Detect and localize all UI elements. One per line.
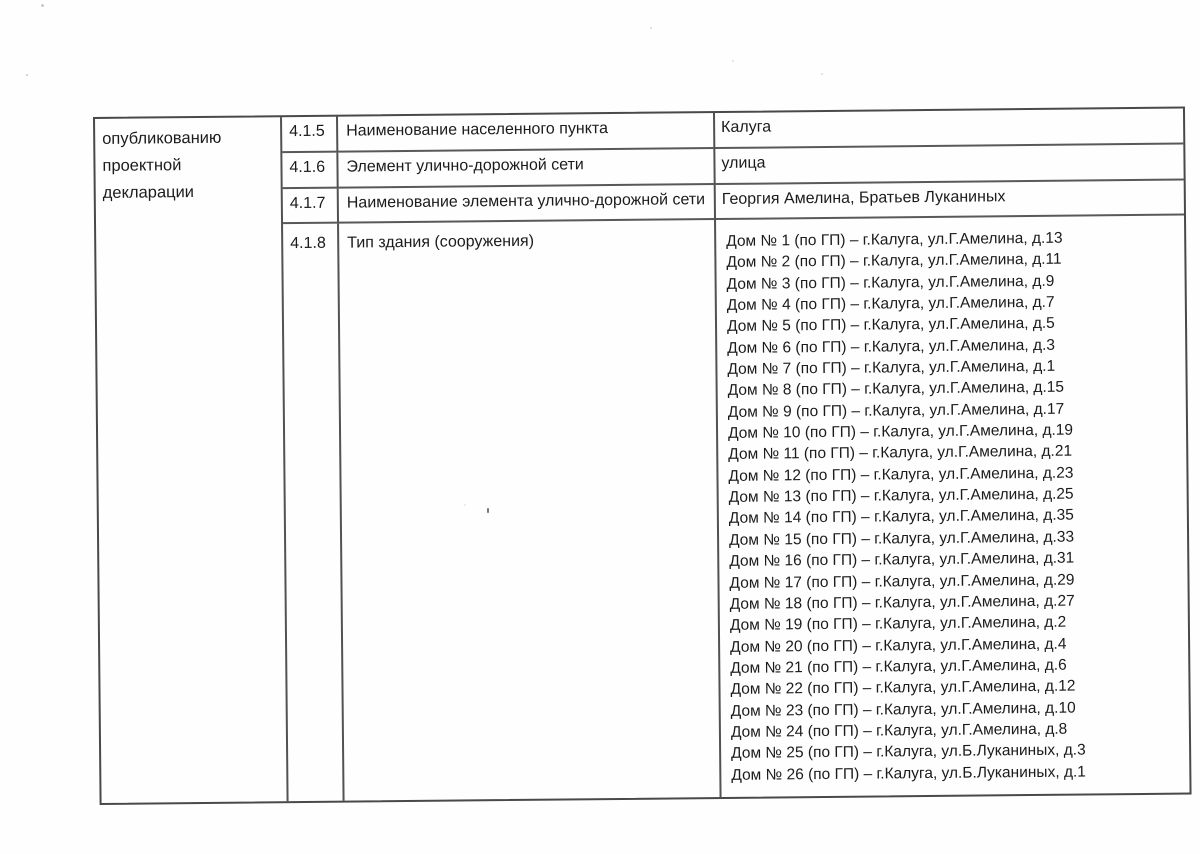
address-list-line: Дом № 25 (по ГП) – г.Калуга, ул.Б.Луканиных, д.3 <box>731 741 1086 763</box>
row-label-street-network-element: Элемент улично-дорожной сети <box>338 149 715 189</box>
address-list-line: Дом № 6 (по ГП) – г.Калуга, ул.Г.Амелина, д.3 <box>727 336 1056 357</box>
scan-speck <box>650 27 652 29</box>
row-number-4-1-7: 4.1.7 <box>283 189 339 225</box>
address-list-line: Дом № 2 (по ГП) – г.Калуга, ул.Г.Амелина, д.11 <box>726 251 1062 272</box>
address-list-line: Дом № 18 (по ГП) – г.Калуга, ул.Г.Амелина, д.27 <box>729 592 1075 613</box>
address-list-line: Дом № 4 (по ГП) – г.Калуга, ул.Г.Амелина, д.7 <box>726 293 1055 314</box>
scan-speck <box>26 74 28 76</box>
address-list-line: Дом № 19 (по ГП) – г.Калуга, ул.Г.Амелина, д.2 <box>729 613 1067 635</box>
row-label-building-type: Тип здания (сооружения) <box>339 220 722 801</box>
address-list-line: Дом № 16 (по ГП) – г.Калуга, ул.Г.Амелина, д.31 <box>729 549 1075 571</box>
address-list-line: Дом № 15 (по ГП) – г.Калуга, ул.Г.Амелина, д.33 <box>729 528 1075 549</box>
address-list-line: Дом № 22 (по ГП) – г.Калуга, ул.Г.Амелина, д.12 <box>730 677 1076 699</box>
row-label-street-element-name: Наименование элемента улично-дорожной сети <box>339 185 716 224</box>
scan-speck <box>732 60 734 62</box>
row-number-4-1-8: 4.1.8 <box>283 224 345 802</box>
address-list-line: Дом № 26 (по ГП) – г.Калуга, ул.Б.Луканиных, д.1 <box>731 763 1086 784</box>
row-number-4-1-6: 4.1.6 <box>282 153 338 190</box>
address-list-line: Дом № 21 (по ГП) – г.Калуга, ул.Г.Амелина, д.6 <box>730 656 1067 677</box>
address-list-line: Дом № 8 (по ГП) – г.Калуга, ул.Г.Амелина, д.15 <box>727 379 1065 400</box>
address-list-line: Дом № 5 (по ГП) – г.Калуга, ул.Г.Амелина, д.5 <box>726 315 1055 336</box>
address-list-line: Дом № 12 (по ГП) – г.Калуга, ул.Г.Амелина, д.23 <box>728 464 1074 485</box>
address-list-line: Дом № 24 (по ГП) – г.Калуга, ул.Г.Амелина, д.8 <box>730 720 1068 741</box>
address-list-line: Дом № 1 (по ГП) – г.Калуга, ул.Г.Амелина, д.13 <box>726 229 1063 250</box>
row-number-4-1-5: 4.1.5 <box>282 117 338 154</box>
address-list-line: Дом № 9 (по ГП) – г.Калуга, ул.Г.Амелина, д.17 <box>727 400 1065 421</box>
row-value-street-element-name: Георгия Амелина, Братьев Луканиных <box>716 181 1184 220</box>
section-continuation-cell: опубликованию проектной декларации <box>95 117 289 803</box>
table-skew-wrapper <box>93 107 1192 805</box>
row-value-settlement-name: Калуга <box>715 109 1183 149</box>
address-list-line: Дом № 23 (по ГП) – г.Калуга, ул.Г.Амелина, д.10 <box>730 699 1076 720</box>
address-list-line: Дом № 17 (по ГП) – г.Калуга, ул.Г.Амелина, д.29 <box>729 571 1075 592</box>
address-list-line: Дом № 7 (по ГП) – г.Калуга, ул.Г.Амелина, д.1 <box>727 357 1056 378</box>
row-value-street-network-element: улица <box>715 145 1183 185</box>
project-declaration-table <box>93 107 1192 805</box>
address-list-line: Дом № 14 (по ГП) – г.Калуга, ул.Г.Амелина, д.35 <box>728 507 1074 528</box>
row-value-building-addresses <box>716 216 1190 797</box>
scan-speck <box>821 73 823 75</box>
address-list-line: Дом № 11 (по ГП) – г.Калуга, ул.Г.Амелина, д.21 <box>728 443 1073 464</box>
address-list-line: Дом № 13 (по ГП) – г.Калуга, ул.Г.Амелина, д.25 <box>728 485 1074 507</box>
address-list-line: Дом № 10 (по ГП) – г.Калуга, ул.Г.Амелина, д.19 <box>727 421 1074 443</box>
scan-speck <box>41 4 44 7</box>
address-list-line: Дом № 20 (по ГП) – г.Калуга, ул.Г.Амелина, д.4 <box>730 635 1067 656</box>
address-list-line: Дом № 3 (по ГП) – г.Калуга, ул.Г.Амелина, д.9 <box>726 272 1055 293</box>
row-label-settlement-name: Наименование населенного пункта <box>338 113 715 153</box>
